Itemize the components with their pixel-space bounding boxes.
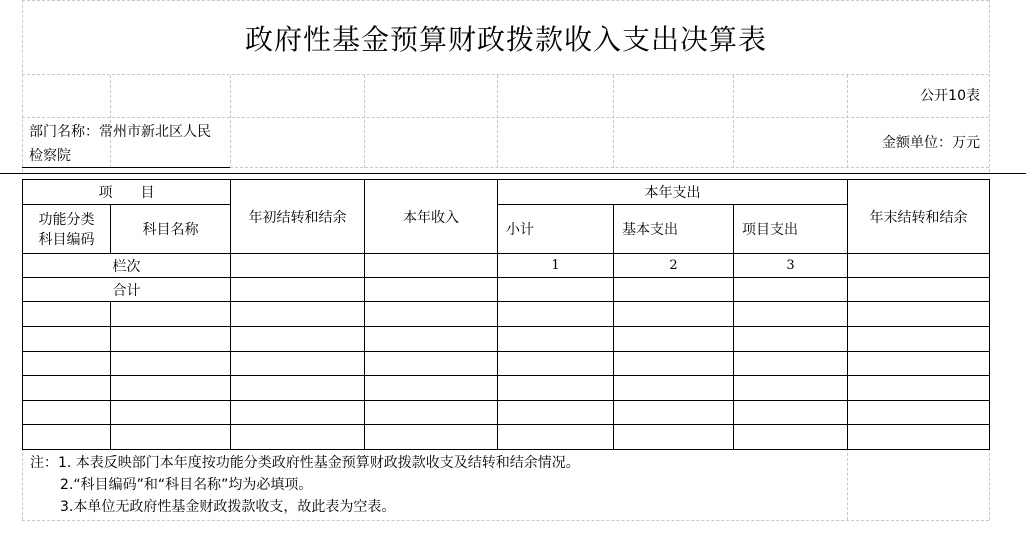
note-3: 3.本单位无政府性基金财政拨款收支，故此表为空表。 xyxy=(60,499,396,515)
header-expenditure: 本年支出 xyxy=(498,180,848,205)
report-title: 政府性基金预算财政拨款收入支出决算表 xyxy=(244,23,767,56)
note-1: 注：1. 本表反映部门本年度按功能分类政府性基金预算财政拨款收支及结转和结余情况。 xyxy=(30,455,580,471)
table-cell xyxy=(498,327,614,352)
table-cell xyxy=(614,327,734,352)
table-cell xyxy=(231,254,365,278)
table-cell xyxy=(498,376,614,401)
table-cell xyxy=(848,302,990,327)
table-cell xyxy=(23,425,111,450)
header-subject-name: 科目名称 xyxy=(111,205,231,254)
table-cell xyxy=(231,376,365,401)
table-cell xyxy=(365,327,498,352)
table-cell xyxy=(365,302,498,327)
table-cell xyxy=(498,401,614,425)
header-subtotal: 小计 xyxy=(498,205,614,254)
table-cell xyxy=(614,352,734,376)
table-row xyxy=(23,425,990,450)
table-cell xyxy=(848,376,990,401)
table-cell xyxy=(231,327,365,352)
header-func-code-line2: 科目编码 xyxy=(38,232,95,248)
header-income: 本年收入 xyxy=(365,180,498,254)
table-cell xyxy=(231,302,365,327)
table-cell xyxy=(23,376,111,401)
table-cell xyxy=(365,401,498,425)
table-cell xyxy=(111,401,231,425)
table-cell xyxy=(498,278,614,302)
table-cell xyxy=(848,254,990,278)
table-number: 公开10表 xyxy=(920,88,980,104)
table-cell xyxy=(498,352,614,376)
table-cell xyxy=(848,278,990,302)
table-cell xyxy=(614,376,734,401)
table-cell xyxy=(111,327,231,352)
column-number-2: 2 xyxy=(614,254,734,278)
column-number-label: 栏次 xyxy=(23,254,231,278)
amount-unit: 金额单位：万元 xyxy=(882,135,980,151)
table-cell xyxy=(498,302,614,327)
budget-table xyxy=(22,179,990,450)
table-row xyxy=(23,302,990,327)
table-cell xyxy=(848,401,990,425)
department-label: 部门名称： xyxy=(29,124,99,140)
total-label: 合计 xyxy=(23,278,231,302)
table-cell xyxy=(365,278,498,302)
table-cell xyxy=(848,327,990,352)
header-opening-balance: 年初结转和结余 xyxy=(231,180,365,254)
table-cell xyxy=(365,254,498,278)
table-cell xyxy=(23,401,111,425)
table-cell xyxy=(734,327,848,352)
column-number-1: 1 xyxy=(498,254,614,278)
table-cell xyxy=(848,425,990,450)
table-cell xyxy=(365,425,498,450)
table-cell xyxy=(111,352,231,376)
note-2: 2.“科目编码”和“科目名称”均为必填项。 xyxy=(60,477,313,493)
notes xyxy=(30,452,580,518)
header-func-code xyxy=(23,205,111,254)
table-cell xyxy=(111,425,231,450)
table-cell xyxy=(111,302,231,327)
department-name-line1: 常州市新北区人民 xyxy=(99,124,211,140)
table-cell xyxy=(734,278,848,302)
table-cell xyxy=(614,401,734,425)
header-basic: 基本支出 xyxy=(614,205,734,254)
table-cell xyxy=(231,278,365,302)
table-cell xyxy=(614,278,734,302)
table-row xyxy=(23,401,990,425)
table-row xyxy=(23,352,990,376)
table-cell xyxy=(23,302,111,327)
table-cell xyxy=(848,352,990,376)
table-cell xyxy=(111,376,231,401)
table-cell xyxy=(231,401,365,425)
table-cell xyxy=(614,302,734,327)
table-cell xyxy=(498,425,614,450)
header-closing-balance: 年末结转和结余 xyxy=(848,180,990,254)
table-cell xyxy=(23,352,111,376)
table-cell xyxy=(365,352,498,376)
table-row xyxy=(23,327,990,352)
table-cell xyxy=(231,425,365,450)
table-cell xyxy=(734,302,848,327)
header-item: 项 目 xyxy=(23,180,231,205)
column-number-3: 3 xyxy=(734,254,848,278)
table-cell xyxy=(734,425,848,450)
table-cell xyxy=(614,425,734,450)
table-cell xyxy=(231,352,365,376)
table-cell xyxy=(734,376,848,401)
department-name xyxy=(29,120,229,168)
header-project: 项目支出 xyxy=(734,205,848,254)
header-func-code-line1: 功能分类 xyxy=(38,212,95,228)
department-name-line2: 检察院 xyxy=(29,148,71,164)
table-cell xyxy=(734,401,848,425)
table-cell xyxy=(23,327,111,352)
table-cell xyxy=(365,376,498,401)
table-row xyxy=(23,376,990,401)
table-cell xyxy=(734,352,848,376)
